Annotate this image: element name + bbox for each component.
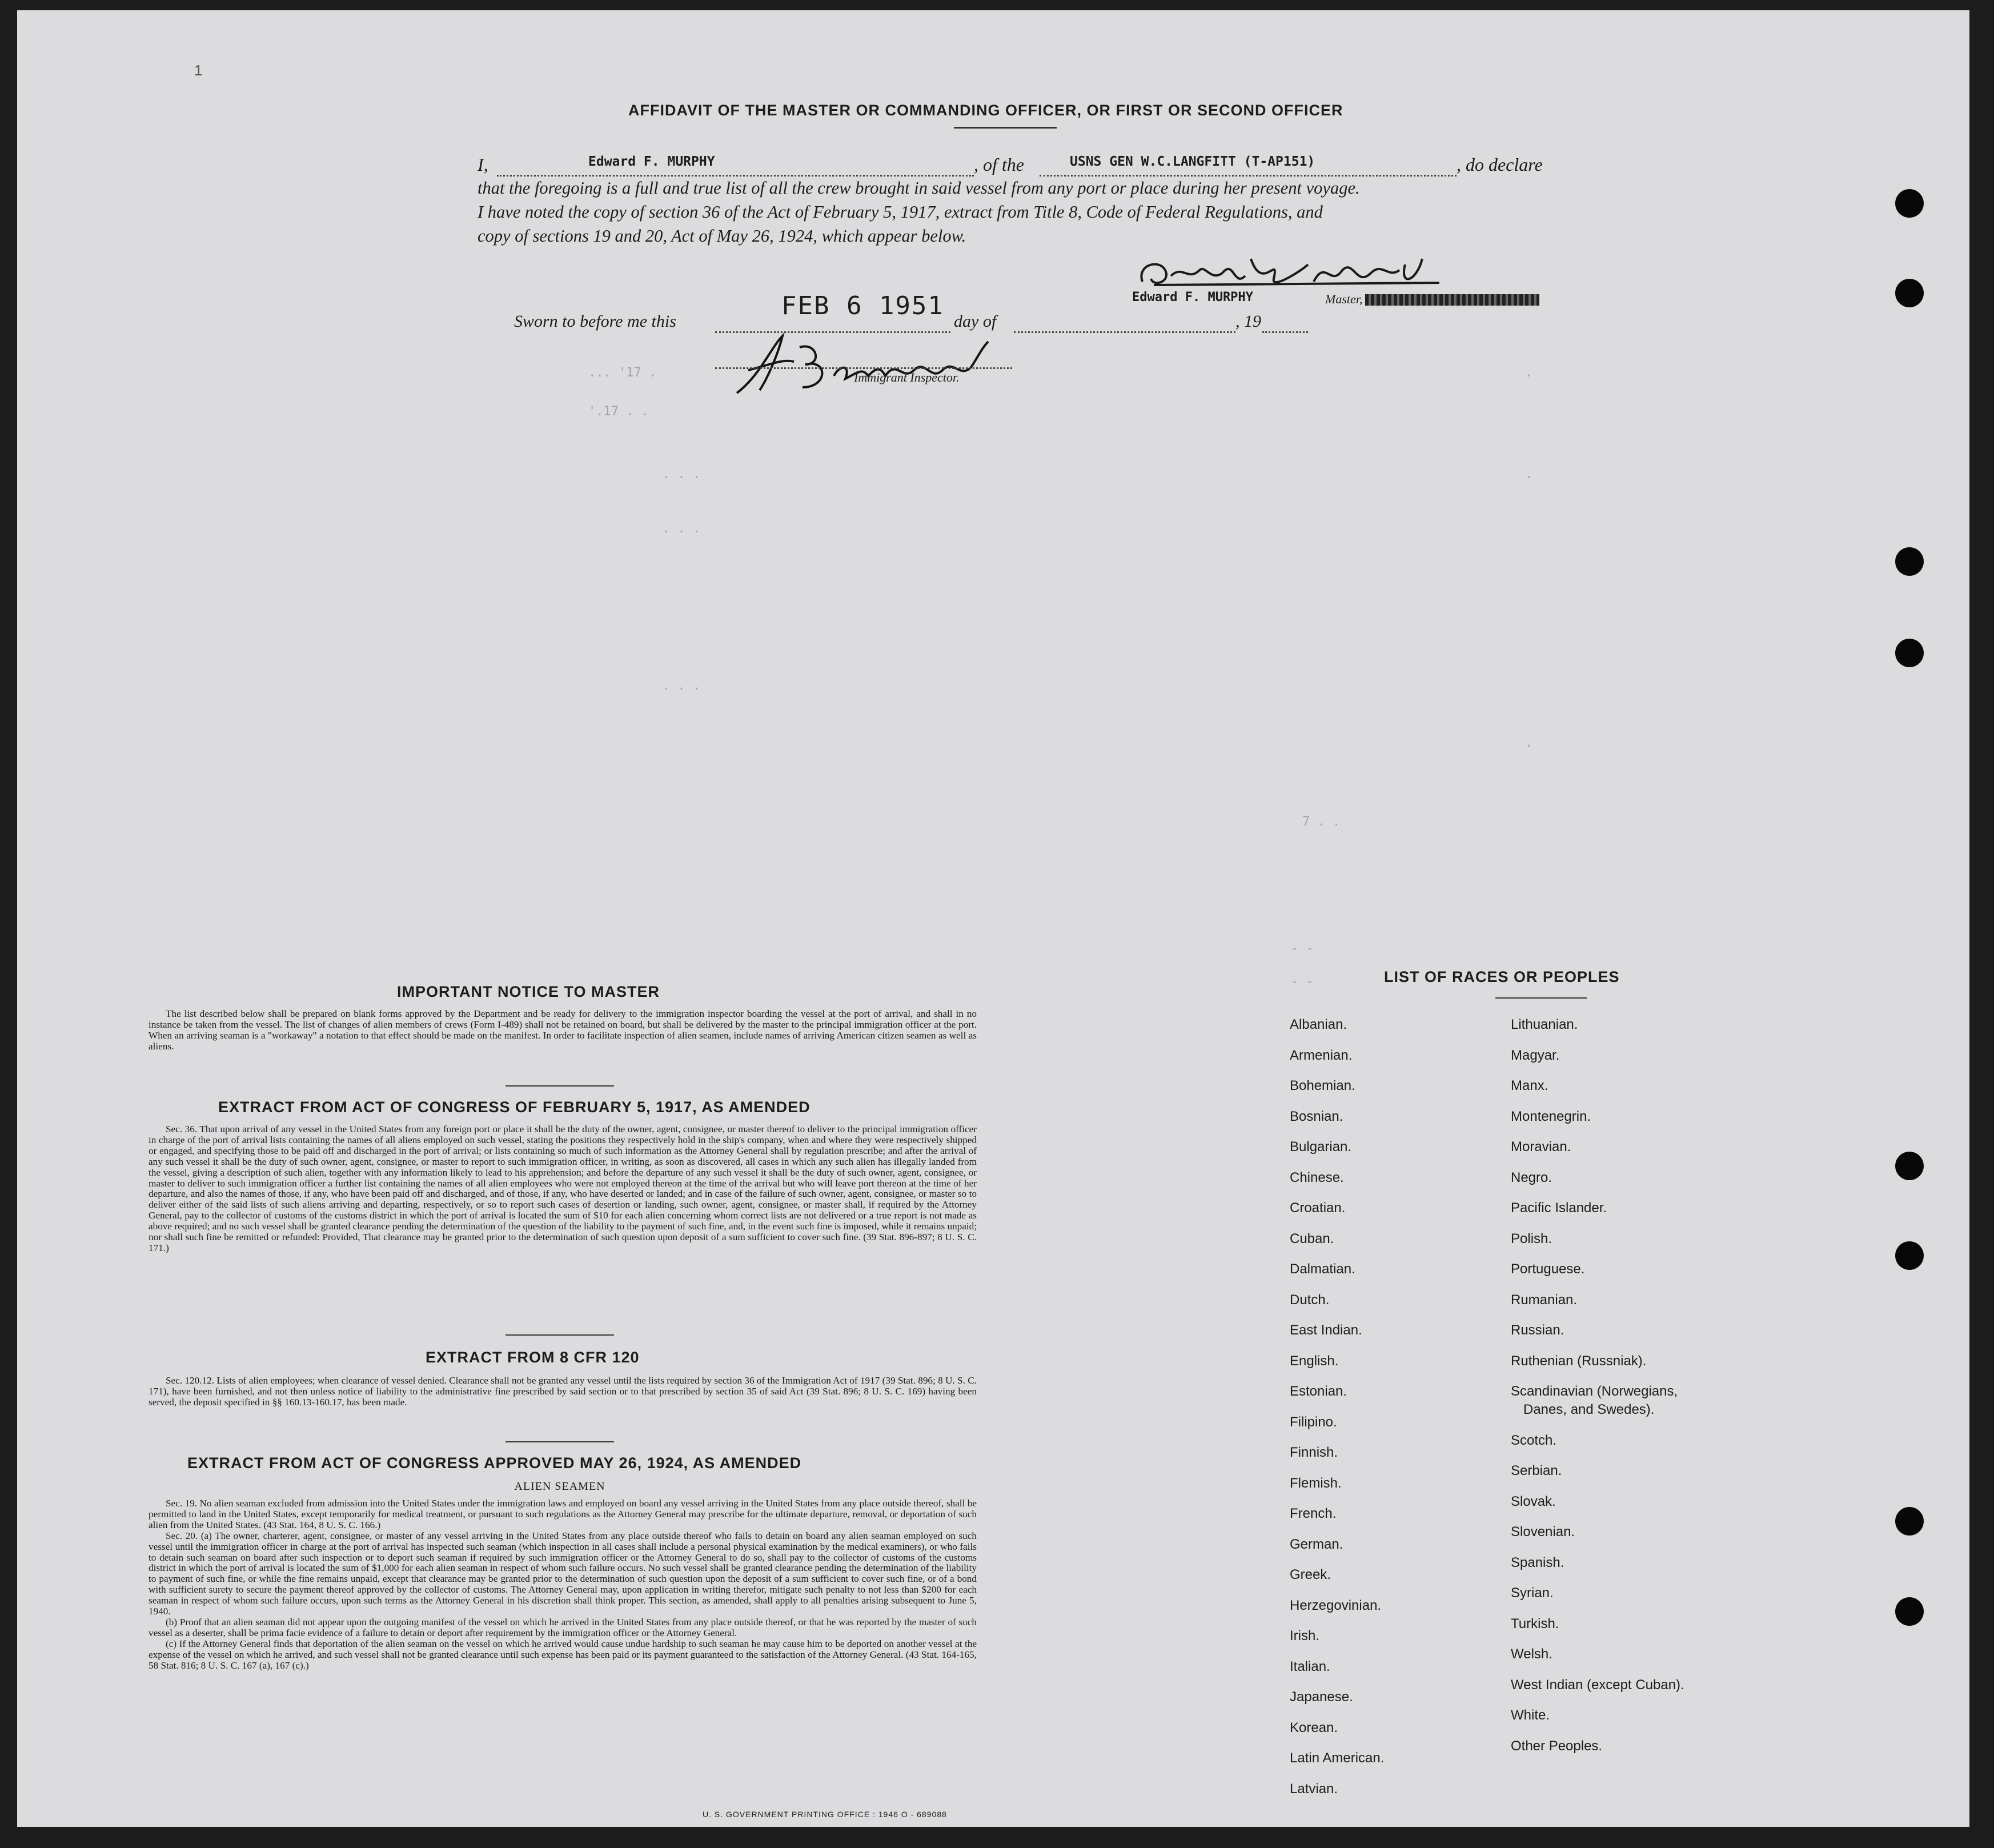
- master-name: Edward F. MURPHY: [588, 154, 715, 169]
- race-item: Korean.: [1290, 1719, 1338, 1735]
- punch-hole: [1895, 279, 1924, 307]
- sworn-date-stamp: FEB 6 1951: [781, 291, 944, 320]
- race-item: Scandinavian (Norwegians,: [1511, 1384, 1678, 1399]
- sec-20c-paragraph: (c) If the Attorney General finds that deportation of the alien seaman on the vessel on which he arrived would cause undue hardship to such seaman he may cause him to be deported on another vessel at the expense of the vessel on which he arrived, and such vessel shall not be granted clearance until such expense has been paid or its payment guaranteed to the satisfaction of the Attorney General. (43 Stat. 164-165, 58 Stat. 816; 8 U. S. C. 167 (a), 167 (c).): [149, 1638, 977, 1671]
- printing-office-imprint: U. S. GOVERNMENT PRINTING OFFICE : 1946 O - 689088: [703, 1810, 947, 1819]
- race-item: Slovenian.: [1511, 1524, 1575, 1540]
- race-item: Croatian.: [1290, 1200, 1346, 1216]
- race-item: Latvian.: [1290, 1781, 1338, 1797]
- extract-cfr-body: [149, 1376, 977, 1408]
- race-item: Armenian.: [1290, 1047, 1353, 1063]
- punch-hole: [1895, 189, 1924, 218]
- race-item: Spanish.: [1511, 1554, 1564, 1570]
- notice-paragraph: The list described below shall be prepared on blank forms approved by the Department and be ready for delivery to the immigration inspector boarding the vessel at the port of arrival, and shall in no instance be taken from the vessel. The list of changes of alien members of crews (Form I-489) shall not be retained on board, but shall be delivered by the master to the principal immigration officer at the port. When an arriving seaman is a "workaway" a notation to that effect should be made on the manifest. In order to facilitate inspection of alien seamen, include names of arriving American citizen seamen as well as aliens.: [149, 1008, 977, 1052]
- race-item: Syrian.: [1511, 1585, 1554, 1601]
- race-item: Polish.: [1511, 1230, 1552, 1246]
- sworn-label: Sworn to before me this: [514, 312, 676, 331]
- inspector-label: Immigrant Inspector.: [854, 370, 960, 384]
- race-item: Dalmatian.: [1290, 1261, 1355, 1277]
- race-item: Rumanian.: [1511, 1292, 1578, 1308]
- punch-hole: [1895, 1597, 1924, 1626]
- affidavit-title: AFFIDAVIT OF THE MASTER OR COMMANDING OFFICER, OR FIRST OR SECOND OFFICER: [628, 102, 1343, 119]
- notice-heading: IMPORTANT NOTICE TO MASTER: [397, 983, 660, 1000]
- races-rule: [1495, 997, 1587, 999]
- inspector-signature: [725, 324, 1005, 399]
- year-blank: [1262, 331, 1308, 333]
- affidavit-line3: I have noted the copy of section 36 of the Act of February 5, 1917, extract from Title 8, Code of Federal Regulations, and: [478, 202, 1323, 222]
- day-of-label: day of: [954, 312, 997, 331]
- month-blank: [1014, 331, 1235, 333]
- race-item: Bohemian.: [1290, 1078, 1355, 1093]
- document-page: 1 AFFIDAVIT OF THE MASTER OR COMMANDING OFFICER, OR FIRST OR SECOND OFFICER I, Edward F. MURPHY , of the USNS GEN W.C.LANGFITT (T-AP151) , do declare that the foregoing is a full and true list of all the crew brought in said vessel from any port or place during her present voyage. I have noted the copy of section 36 of the Act of February 5, 1917, extract from Title 8, Code of Federal Regulations, and copy of sections 19 and 20, Act of May 26, 1924, which appear below. Edward F. MURPHY Master, Sworn to before me this FEB 6 1951 day of , 19 Immigrant Inspector. ... '17 . '.17 . . . . . . . . . . . . . . 7 . . - - - - IMPORTANT NOTICE TO MASTER The list described below shall be prepared on blank forms approved by the Department and be ready for delivery to the immigration inspector boarding the vessel at the port of arrival, and shall in no instance be taken from the vessel. The list of changes of alien members of crews (Form I-489) shall not be retained on board, but shall be delivered by the master to the principal immigration officer at the port. When an arriving seaman is a "workaway" a notation to that effect should be made on the manifest. In order to facilitate inspection of alien seamen, include names of arriving American citizen seamen as well as aliens. EXTRACT FROM ACT OF CONGRESS OF FEBRUARY 5, 1917, AS AMENDED Sec. 36. That upon arrival of any vessel in the United States from any foreign port or place it shall be the duty of the owner, agent, consignee, or master thereof to deliver to the principal immigration officer in charge of the port of arrival lists containing the names of all aliens employed on such vessel, stating the positions they respectively hold in the ship's company, when and where they were respectively shipped or engaged, and specifying those to be paid off and discharged in the port of arrival; or lists containing so much of such information as the Attorney General shall by regulation prescribe; and after the arrival of any such vessel it shall be the duty of such owner, agent, consignee, or master to report to such immigration officer, in writing, as soon as discovered, all cases in which any such alien has illegally landed from the vessel, giving a description of such alien, together with any information likely to lead to his apprehension; and before the departure of any such vessel it shall be the duty of such owner, agent, consignee, or master to deliver to such immigration officer a further list containing the names of all alien employees who were not employed thereon at the time of the arrival but who will leave port thereon at the time of her departure, and also the names of those, if any, who have been paid off and discharged, and of those, if any, who have deserted or landed; and in case of the failure of such owner, agent, consignee, or master so to deliver either of the said lists of such aliens arriving and departing, respectively, or so to report such cases of desertion or landing, such owner, agent, consignee, or master shall, if required by the Attorney General, pay to the collector of customs of the customs district in which the port of arrival is located the sum of $10 for each alien concerning whom correct lists are not delivered or a true report is not made as above required; and no such vessel shall be granted clearance pending the determination of the question of the liability to the payment of such fine, and, in the event such fine is imposed, while it remains unpaid; nor shall such fine be remitted or refunded: Provided, That clearance may be granted prior to the determination of such question upon deposit of a sum sufficient to cover such fine. (39 Stat. 896-897; 8 U. S. C. 171.) EXTRACT FROM 8 CFR 120 Sec. 120.12. Lists of alien employees; when clearance of vessel denied. Clearance shall not be granted any vessel until the lists required by section 36 of the Immigration Act of 1917 (39 Stat. 896; 8 U. S. C. 171), have been furnished, and not then unless notice of liability to the administrative fine prescribed by said section or to that prescribed by section 35 of said Act (39 Stat. 896; 8 U. S. C. 169) having been served, the deposit specified in §§ 160.13-160.17, has been made. EXTRACT FROM ACT OF CONGRESS APPROVED MAY 26, 1924, AS AMENDED ALIEN SEAMEN Sec. 19. No alien seaman excluded from admission into the United States under the immigration laws and employed on board any vessel arriving in the United States from any place outside thereof, shall be permitted to land in the United States, except temporarily for medical treatment, or pursuant to such regulations as the Attorney General may prescribe for the ultimate departure, removal, or deportation of such alien from the United States. (43 Stat. 164, 8 U. S. C. 166.) Sec. 20. (a) The owner, charterer, agent, consignee, or master of any vessel arriving in the United States from any place outside thereof who fails to detain on board any alien seaman employed on such vessel until the immigration officer in charge at the port of arrival has inspected such seaman (which inspection in all cases shall include a personal physical examination by the medical examiners), or who fails to detain such seaman on board after such inspection or to deport such seaman if required by such immigration officer or the Attorney General to do so, shall pay to the collector of customs of the customs district in which the port of arrival is located the sum of $1,000 for each alien seaman in respect of whom such failure occurs. No such vessel shall be granted clearance pending the determination of the liability to payment of such fine, or while the fine remains unpaid, except that clearance may be granted prior to the determination of such question upon the deposit of a sum sufficient to cover such fine, or of a bond with sufficient surety to secure the payment thereof approved by the collector of customs. The Attorney General may, upon application in writing therefor, mitigate such penalty to not less than $200 for each seaman in respect of whom such failure occurs, upon such terms as the Attorney General in his discretion shall think proper. This section, as amended, shall apply to all penalties arising subsequent to June 5, 1940. (b) Proof that an alien seaman did not appear upon the outgoing manifest of the vessel on which he arrived in the United States from any place outside thereof, or that he was reported by the master of such vessel as a deserter, shall be prima facie evidence of a failure to detain or deport after requirement by the immigration officer or the Attorney General. (c) If the Attorney General finds that deportation of the alien seaman on the vessel on which he arrived would cause undue hardship to such seaman he may cause him to be deported on another vessel at the expense of the vessel on which he arrived, and such vessel shall not be granted clearance until such expense has been paid or its payment guaranteed to the satisfaction of the Attorney General. (43 Stat. 164-165, 58 Stat. 816; 8 U. S. C. 167 (a), 167 (c).) U. S. GOVERNMENT PRINTING OFFICE : 1946 O - 689088 LIST OF RACES OR PEOPLES Albanian. Armenian. Bohemian. Bosnian. Bulgarian. Chinese. Croatian. Cuban. Dalmatian. Dutch. East Indian. English. Estonian. Filipino. Finnish. Flemish. French. German. Greek. Herzegovinian. Irish. Italian. Japanese. Korean. Latin American. Latvian. Lithuanian. Magyar. Manx. Montenegrin. Moravian. Negro. Pacific Islander. Polish. Portuguese. Rumanian. Russian. Ruthenian (Russniak). Scandinavian (Norwegians, Danes, and Swedes). Scotch. Serbian. Slovak. Slovenian. Spanish. Syrian. Turkish. Welsh. West Indian (except Cuban). White. Other Peoples.: [17, 10, 1969, 1827]
- race-item: Danes, and Swedes).: [1523, 1402, 1655, 1417]
- punch-hole: [1895, 1241, 1924, 1270]
- sec-120-paragraph: Sec. 120.12. Lists of alien employees; when clearance of vessel denied. Clearance shall not be granted any vessel until the lists required by section 36 of the Immigration Act of 1917 (39 Stat. 896; 8 U. S. C. 171), have been furnished, and not then unless notice of liability to the administrative fine prescribed by said section or to that prescribed by section 35 of said Act (39 Stat. 896; 8 U. S. C. 169) having been served, the deposit specified in §§ 160.13-160.17, has been made.: [149, 1375, 977, 1408]
- race-item: Estonian.: [1290, 1384, 1347, 1399]
- race-item: Serbian.: [1511, 1463, 1562, 1478]
- race-item: Cuban.: [1290, 1230, 1334, 1246]
- sec-19-paragraph: Sec. 19. No alien seaman excluded from admission into the United States under the immigration laws and employed on board any vessel arriving in the United States from any place outside thereof, shall be permitted to land in the United States, except temporarily for medical treatment, or pursuant to such regulations as the Attorney General may prescribe for the ultimate departure, removal, or deportation of such alien from the United States. (43 Stat. 164, 8 U. S. C. 166.): [149, 1498, 977, 1530]
- race-item: Lithuanian.: [1511, 1017, 1578, 1032]
- race-item: Russian.: [1511, 1322, 1564, 1338]
- race-item: Portuguese.: [1511, 1261, 1585, 1277]
- year-prefix: , 19: [1235, 312, 1261, 331]
- affidavit-do-declare: , do declare: [1457, 154, 1543, 175]
- race-item: Albanian.: [1290, 1017, 1347, 1032]
- punch-hole: [1895, 639, 1924, 667]
- race-item: Latin American.: [1290, 1750, 1385, 1766]
- inspector-blank: [715, 367, 1012, 369]
- punch-hole: [1895, 1152, 1924, 1180]
- races-left-column: [1290, 1017, 1384, 1811]
- vessel-name: USNS GEN W.C.LANGFITT (T-AP151): [1070, 154, 1315, 169]
- race-item: Ruthenian (Russniak).: [1511, 1353, 1647, 1369]
- race-item: White.: [1511, 1707, 1550, 1723]
- sec-20a-paragraph: Sec. 20. (a) The owner, charterer, agent, consignee, or master of any vessel arriving in the United States from any place outside thereof who fails to detain on board any alien seaman employed on such vessel until the immigration officer in charge at the port of arrival has inspected such seaman (which inspection in all cases shall include a personal physical examination by the medical examiners), or who fails to detain such seaman on board after such inspection or to deport such seaman if required by such immigration officer or the Attorney General to do so, shall pay to the collector of customs of the customs district in which the port of arrival is located the sum of $1,000 for each alien seaman in respect of whom such failure occurs. No such vessel shall be granted clearance pending the determination of the liability to payment of such fine, or while the fine remains unpaid, except that clearance may be granted prior to the determination of such question upon the deposit of a sum sufficient to cover such fine, or of a bond with sufficient surety to secure the payment thereof approved by the collector of customs. The Attorney General may, upon application in writing therefor, mitigate such penalty to not less than $200 for each seaman in respect of whom such failure occurs, upon such terms as the Attorney General in his discretion shall think proper. This section, as amended, shall apply to all penalties arising subsequent to June 5, 1940.: [149, 1530, 977, 1617]
- punch-hole: [1895, 547, 1924, 576]
- extract-1917-heading: EXTRACT FROM ACT OF CONGRESS OF FEBRUARY 5, 1917, AS AMENDED: [218, 1099, 811, 1116]
- section-rule: [505, 1334, 614, 1336]
- vessel-blank: [1040, 175, 1457, 177]
- master-label: Master,: [1325, 292, 1363, 306]
- race-item: English.: [1290, 1353, 1339, 1369]
- race-item: Dutch.: [1290, 1292, 1330, 1308]
- race-item: Filipino.: [1290, 1414, 1337, 1430]
- title-rule: [954, 127, 1057, 129]
- race-item: East Indian.: [1290, 1322, 1362, 1338]
- sec-20b-paragraph: (b) Proof that an alien seaman did not appear upon the outgoing manifest of the vessel on which he arrived in the United States from any place outside thereof, or that he was reported by the master of such vessel as a deserter, shall be prima facie evidence of a failure to detain or deport after requirement by the immigration officer or the Attorney General.: [149, 1616, 977, 1638]
- race-item: Chinese.: [1290, 1169, 1344, 1185]
- page-corner-mark: 1: [194, 62, 203, 79]
- extract-1924-heading: EXTRACT FROM ACT OF CONGRESS APPROVED MAY 26, 1924, AS AMENDED: [187, 1454, 802, 1472]
- race-item: Turkish.: [1511, 1616, 1559, 1631]
- race-item: Slovak.: [1511, 1493, 1556, 1509]
- race-item: French.: [1290, 1506, 1337, 1521]
- race-item: Finnish.: [1290, 1445, 1338, 1460]
- race-item: Irish.: [1290, 1628, 1320, 1643]
- race-item: Scotch.: [1511, 1432, 1557, 1448]
- affidavit-of-the: , of the: [974, 154, 1024, 175]
- race-item: Bosnian.: [1290, 1108, 1343, 1124]
- race-item: Manx.: [1511, 1078, 1548, 1093]
- race-item: Japanese.: [1290, 1689, 1353, 1705]
- race-item: Italian.: [1290, 1658, 1330, 1674]
- race-item: Welsh.: [1511, 1646, 1552, 1662]
- struck-out-title: [1365, 294, 1539, 306]
- alien-seamen-subheading: ALIEN SEAMEN: [514, 1480, 605, 1493]
- punch-hole: [1895, 1507, 1924, 1536]
- section-rule: [505, 1441, 614, 1442]
- race-item: Herzegovinian.: [1290, 1597, 1382, 1613]
- extract-1924-body: [149, 1498, 977, 1671]
- race-item: Other Peoples.: [1511, 1738, 1603, 1754]
- race-item: Pacific Islander.: [1511, 1200, 1607, 1216]
- races-right-column: [1511, 1017, 1684, 1769]
- race-item: Moravian.: [1511, 1139, 1571, 1155]
- sec-36-paragraph: Sec. 36. That upon arrival of any vessel in the United States from any foreign port or place it shall be the duty of the owner, agent, consignee, or master thereof to deliver to the principal immigration officer in charge of the port of arrival lists containing the names of all aliens employed on such vessel, stating the positions they respectively hold in the ship's company, when and where they were respectively shipped or engaged, and specifying those to be paid off and discharged in the port of arrival; or lists containing so much of such information as the Attorney General shall by regulation prescribe; and after the arrival of any such vessel it shall be the duty of such owner, agent, consignee, or master to report to such immigration officer, in writing, as soon as discovered, all cases in which any such alien has illegally landed from the vessel, giving a description of such alien, together with any information likely to lead to his apprehension; and before the departure of any such vessel it shall be the duty of such owner, agent, consignee, or master to deliver to such immigration officer a further list containing the names of all alien employees who were not employed thereon at the time of the arrival but who will leave port thereon at the time of her departure, and also the names of those, if any, who have been paid off and discharged, and of those, if any, who have deserted or landed; and in case of the failure of such owner, agent, consignee, or master so to deliver either of the said lists of such aliens arriving and departing, respectively, or so to report such cases of desertion or landing, such owner, agent, consignee, or master shall, if required by the Attorney General, pay to the collector of customs of the customs district in which the port of arrival is located the sum of $10 for each alien concerning whom correct lists are not delivered or a true report is not made as above required; and no such vessel shall be granted clearance pending the determination of the question of the liability to the payment of such fine, and, in the event such fine is imposed, while it remains unpaid; nor shall such fine be remitted or refunded: Provided, That clearance may be granted prior to the determination of such question upon deposit of a sum sufficient to cover such fine. (39 Stat. 896-897; 8 U. S. C. 171.): [149, 1124, 977, 1253]
- affidavit-line1-prefix: I,: [478, 154, 488, 175]
- notice-body: [149, 1009, 977, 1052]
- section-rule: [505, 1085, 614, 1087]
- race-item: Bulgarian.: [1290, 1139, 1352, 1155]
- race-item: Greek.: [1290, 1567, 1331, 1582]
- race-item: German.: [1290, 1536, 1343, 1552]
- affidavit-line4: copy of sections 19 and 20, Act of May 26, 1924, which appear below.: [478, 226, 966, 246]
- affidavit-line2: that the foregoing is a full and true list of all the crew brought in said vessel from any port or place during her present voyage.: [478, 178, 1360, 198]
- extract-1917-body: [149, 1124, 977, 1254]
- race-item: Montenegrin.: [1511, 1108, 1591, 1124]
- signer-typed-name: Edward F. MURPHY: [1132, 290, 1253, 304]
- race-item: Magyar.: [1511, 1047, 1560, 1063]
- race-item: Negro.: [1511, 1169, 1552, 1185]
- race-item: West Indian (except Cuban).: [1511, 1677, 1684, 1693]
- master-name-blank: [497, 175, 974, 177]
- race-item: Flemish.: [1290, 1475, 1342, 1491]
- extract-cfr-heading: EXTRACT FROM 8 CFR 120: [426, 1349, 640, 1366]
- races-heading: LIST OF RACES OR PEOPLES: [1384, 968, 1620, 985]
